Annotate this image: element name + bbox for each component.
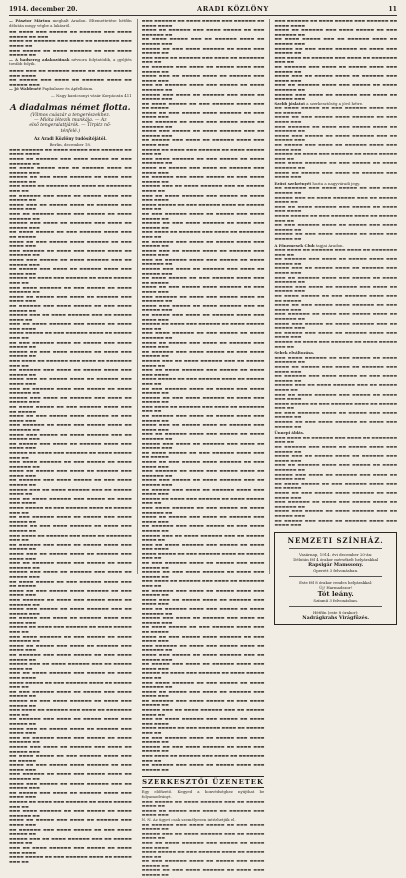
notice: Sebek elváltozása. ▬▬▬ ▬▬▬▬ ▬▬▬▬▬▬ ▬▬ ▬▬▬ ▬▬▬▬▬ ▬▬ ▬▬▬▬ ▬▬▬▬▬▬ ▬▬ ▬▬▬▬ ▬▬ ▬▬▬▬▬ ▬▬▬ ▬▬▬▬ ▬▬ ▬▬▬▬▬▬ ▬▬▬ ▬▬▬▬ ▬▬▬ ▬▬ ▬▬▬▬▬▬ ▬▬▬ ▬▬▬▬ ▬▬▬▬▬ ▬▬ ▬▬▬ ▬▬▬▬ ▬▬▬▬▬ ▬▬ ▬▬▬▬▬ ▬▬▬ ▬▬ ▬▬▬▬ ▬▬▬▬▬▬ ▬▬▬ ▬▬ ▬▬▬▬▬ ▬▬▬▬ ▬▬ ▬▬▬ ▬▬ ▬▬▬▬ ▬▬▬▬▬▬ ▬▬▬ ▬▬▬▬▬ ▬▬ ▬▬▬▬ ▬▬▬ ▬▬▬▬ ▬▬▬▬ ▬▬▬▬▬ ▬▬ ▬▬▬ ▬▬▬▬▬▬ ▬▬▬▬ ▬▬ ▬▬▬▬▬ ▬▬▬ ▬▬ ▬▬ ▬▬▬ ▬▬▬▬▬▬ ▬▬▬▬ ▬▬ ▬▬▬▬▬ ▬▬▬ ▬▬▬▬ ▬▬▬▬▬ ▬▬ ▬▬▬▬▬ ▬▬ ▬▬▬ ▬▬▬▬ ▬▬▬▬▬▬ ▬▬ ▬▬▬▬ ▬▬▬ ▬▬▬▬▬ ▬▬ [274,350,398,429]
notice-text: a szerkesztőség a jövő hétre. [306,100,364,106]
theatre-line: Este fél 8 órakor rendes helyárakkal: [299,579,373,585]
notice-title: — Jó Waldenéé [9,86,42,92]
article-subhead [9,113,132,135]
notice: Szebb jóslatot a szerkesztőség a jövő hétre. ▬▬ ▬▬▬▬ ▬▬▬▬▬ ▬▬ ▬▬▬ ▬▬▬▬▬▬ ▬▬▬▬ ▬▬▬ ▬▬ ▬▬▬▬▬ ▬▬▬▬ ▬▬ ▬▬▬ ▬▬▬▬▬ ▬▬▬▬ ▬▬▬▬▬▬ ▬▬ ▬▬▬ ▬▬▬▬ ▬▬▬ ▬▬▬ ▬▬▬▬▬▬ ▬▬ ▬▬▬▬ ▬▬▬ ▬▬▬▬▬ ▬▬▬▬ ▬▬ ▬▬▬▬▬▬ ▬▬ ▬▬▬▬ ▬▬▬ ▬▬▬▬▬ ▬▬ ▬▬▬▬ ▬▬▬▬▬▬ ▬▬▬ ▬▬ ▬▬▬▬▬ ▬▬▬ ▬▬ ▬▬▬▬▬ ▬▬▬ ▬▬▬▬ ▬▬ ▬▬▬▬▬▬ ▬▬▬▬ ▬▬▬ ▬▬▬▬ ▬▬▬ ▬▬▬▬▬ ▬▬ ▬▬▬▬ ▬▬▬ ▬▬▬▬▬▬ ▬▬ ▬▬▬▬ ▬▬▬▬▬ ▬▬▬ ▬▬ ▬▬▬ ▬▬▬▬ ▬▬▬▬▬▬ ▬▬ ▬▬▬ ▬▬▬▬▬ ▬▬ ▬▬▬▬ ▬▬▬▬▬▬ ▬▬ ▬▬▬▬ ▬▬ ▬▬▬▬▬ ▬▬▬ ▬▬▬▬ ▬▬ ▬▬▬▬▬▬ ▬▬▬ ▬▬▬▬ ▬▬▬ [274,100,398,180]
notice-text: tagjai Aradon. [315,242,344,248]
column-middle [137,18,265,878]
theatre-play: Tót leány. [317,589,354,598]
subhead-line: első tengeralattjárók. — Tirpitz nő- [29,123,112,129]
theatre-title: NEMZETI SZÍNHÁZ. [287,535,384,545]
theatre-line: Új! Harmadszor! [319,584,353,590]
notice [9,19,132,28]
column-left [9,18,132,864]
theatre-line: Operett 3 felvonásban. [313,567,359,573]
column-right [269,18,398,621]
notice-title: — A hadsereg adakozóinak [9,56,70,62]
subhead-line: (Vilmos császár a tengerészekhez. [30,112,111,118]
article-byline: Az Aradi Közlöny tudósítójától. [34,136,107,142]
page-header [9,5,397,16]
notice-text: Papbalaser és Apfelbäum. [42,86,94,92]
notice-title: Szebb jóslatot [274,100,306,106]
theatre-line: Délután fél 4 órakor mérsékelt helyárakkal [293,556,379,562]
theatre-line: Színmű 3 felvonásban. [313,597,358,603]
notice: Ünnepi áldás. ▬▬▬ ▬▬▬▬ ▬▬ ▬▬▬▬▬▬ ▬▬▬ ▬▬▬▬ ▬▬ ▬▬▬▬▬▬▬ ▬▬▬ ▬▬ ▬▬ ▬▬▬▬▬▬ ▬▬▬ ▬▬▬▬ ▬▬ ▬▬▬▬▬ ▬▬▬▬ ▬▬▬ ▬▬▬▬▬ ▬▬ ▬▬▬▬ ▬▬▬ ▬▬ ▬▬▬▬▬ ▬▬▬▬ ▬▬ ▬▬▬▬▬▬ ▬▬▬ ▬▬▬▬ ▬▬▬ ▬▬▬ ▬▬ ▬▬▬▬▬▬ ▬▬▬▬ ▬▬▬ ▬▬▬▬▬ ▬▬ ▬▬▬▬ ▬▬▬▬▬▬ ▬▬ ▬▬▬▬▬ ▬▬▬ ▬▬▬▬ ▬▬ ▬▬▬▬▬▬ ▬▬▬ ▬▬▬▬ ▬▬ ▬▬▬▬▬ ▬▬▬ ▬▬ ▬▬▬▬ ▬▬▬▬▬ ▬▬ ▬▬▬ ▬▬▬▬▬▬ ▬▬▬▬ ▬▬▬ ▬▬ ▬▬▬▬▬ ▬▬▬▬ ▬▬ ▬▬▬ ▬▬▬▬▬ ▬▬▬▬ ▬▬▬▬▬▬ ▬▬ ▬▬▬ ▬▬▬▬ ▬▬▬ ▬▬▬ ▬▬▬▬▬▬ ▬▬ ▬▬▬▬ ▬▬▬ ▬▬▬▬▬ ▬▬▬▬ ▬▬ ▬▬▬▬▬▬ ▬▬ ▬▬▬▬ ▬▬▬ ▬▬▬▬▬ ▬▬ ▬▬▬▬ ▬▬▬▬▬▬ ▬▬▬ ▬▬ ▬▬▬▬▬ ▬▬▬ ▬▬ ▬▬▬▬▬ ▬▬▬ ▬▬▬▬ ▬▬ ▬▬▬▬▬▬ ▬▬▬▬ ▬▬▬ ▬▬▬▬ ▬▬▬ [274,430,398,528]
subhead-line: ténfelé.) [60,128,81,134]
theatre-play: Rapsigár Mamssony. [308,561,364,568]
divider [289,576,382,577]
theatre-play: Nadrágkrahs Virágfűzés. [302,614,370,621]
editorial-note: N. N. Az ügyet csak személyesen intézhetjük el. [141,816,236,822]
notice-text: meghalt Aradon. Eltemettetése hétfőn délután megy végbe a lakásról. [9,18,132,28]
notice-title: Sebek elváltozása. [274,350,315,356]
masthead: ARADI KÖZLÖNY [197,5,269,13]
article-headline: A diadalmas német flotta. [10,101,131,112]
subhead-line: — Mióta létezik munkája. — Az [34,117,107,123]
theatre-line: Hétfőn (este 8 órakor): [313,609,359,615]
notice-text: hozta a nagyváradi jegy. [312,180,361,186]
article-body: ▬▬▬ ▬▬▬▬▬▬ ▬▬ ▬▬▬▬ ▬▬▬▬▬ ▬▬▬ ▬▬▬▬▬▬ ▬▬ ▬▬▬▬ ▬▬▬▬ ▬▬▬▬ ▬▬ ▬▬▬▬▬▬ ▬▬▬ ▬▬▬▬ ▬▬▬▬▬ ▬▬ ▬▬▬ ▬▬▬▬▬▬ ▬▬ ▬▬ ▬▬▬▬ ▬▬▬▬▬ ▬▬▬ ▬▬ ▬▬▬▬▬▬ ▬▬▬▬ ▬▬ ▬▬▬▬▬ ▬▬▬ ▬▬▬▬▬ ▬▬ ▬▬▬ ▬▬▬▬ ▬▬▬▬▬▬ ▬▬ ▬▬▬▬ ▬▬▬ ▬▬▬▬▬ ▬▬ ▬▬▬ ▬▬▬▬ ▬▬ ▬▬▬▬▬▬ ▬▬▬ ▬▬▬▬ ▬▬ ▬▬▬▬▬▬▬ ▬▬▬ ▬▬ ▬▬ ▬▬▬▬▬▬ ▬▬▬ ▬▬▬▬ ▬▬ ▬▬▬▬▬ ▬▬▬▬ ▬▬▬ ▬▬▬▬▬ ▬▬ ▬▬▬▬ ▬▬▬ ▬▬ ▬▬▬▬▬ ▬▬▬▬ ▬▬ ▬▬▬▬▬▬ ▬▬▬ ▬▬▬▬ ▬▬▬ ▬▬▬ ▬▬ ▬▬▬▬▬▬ ▬▬▬▬ ▬▬▬ ▬▬▬▬▬ ▬▬ ▬▬▬▬ ▬▬▬▬▬▬ ▬▬ ▬▬▬▬▬ ▬▬▬ ▬▬▬▬ ▬▬ ▬▬▬▬▬▬ ▬▬▬ ▬▬▬▬ ▬▬ ▬▬▬▬▬ ▬▬▬ ▬▬ ▬▬▬▬ ▬▬▬▬▬ ▬▬ ▬▬▬ ▬▬▬▬▬▬ ▬▬▬▬ ▬▬▬ ▬▬ ▬▬▬▬▬ ▬▬▬▬ ▬▬ ▬▬▬ ▬▬▬▬▬ ▬▬▬▬ ▬▬▬▬▬▬ ▬▬ ▬▬▬ ▬▬▬▬ ▬▬▬ ▬▬▬ ▬▬▬▬▬▬ ▬▬ ▬▬▬▬ ▬▬▬ ▬▬▬▬▬ ▬▬▬▬ ▬▬ ▬▬▬▬▬▬ ▬▬ ▬▬▬▬ ▬▬▬ ▬▬▬▬▬ ▬▬ ▬▬▬▬ ▬▬▬▬▬▬ ▬▬▬ ▬▬ ▬▬▬▬▬ ▬▬▬ ▬▬ ▬▬▬▬▬ ▬▬▬ ▬▬▬▬ ▬▬ ▬▬▬▬▬▬ ▬▬▬▬ ▬▬▬ ▬▬▬▬ ▬▬▬ ▬▬▬▬▬ ▬▬ ▬▬▬▬ ▬▬▬ ▬▬▬▬▬▬ ▬▬ ▬▬▬▬ ▬▬▬▬▬ ▬▬▬ ▬▬ ▬▬▬ ▬▬▬▬ ▬▬▬▬▬▬ ▬▬ ▬▬▬ ▬▬▬▬▬ ▬▬ ▬▬▬▬ ▬▬▬▬▬▬ ▬▬ ▬▬▬▬ ▬▬ ▬▬▬▬▬ ▬▬▬ ▬▬▬▬ ▬▬ ▬▬▬▬▬▬ ▬▬▬ ▬▬▬▬ ▬▬▬ ▬▬ ▬▬▬▬▬▬ ▬▬▬ ▬▬▬▬ ▬▬▬▬▬ ▬▬ ▬▬▬ ▬▬▬▬ ▬▬▬▬▬ ▬▬ ▬▬▬▬▬ ▬▬▬ ▬▬ ▬▬▬▬ ▬▬▬▬▬▬ ▬▬▬ ▬▬ ▬▬▬▬▬ ▬▬▬▬ ▬▬ ▬▬▬ ▬▬ ▬▬▬▬ ▬▬▬▬▬▬ ▬▬▬ ▬▬▬▬▬ ▬▬ ▬▬▬▬ ▬▬▬ ▬▬▬▬ ▬▬▬▬ ▬▬▬▬▬ ▬▬ ▬▬▬ ▬▬▬▬▬▬ ▬▬▬▬ ▬▬ ▬▬▬▬▬ ▬▬▬ ▬▬ ▬▬ ▬▬▬ ▬▬▬▬▬▬ ▬▬▬▬ ▬▬ ▬▬▬▬▬ ▬▬▬ ▬▬▬▬ ▬▬▬▬▬ ▬▬ ▬▬▬▬▬ ▬▬ ▬▬▬ ▬▬▬▬ ▬▬▬▬▬▬ ▬▬ ▬▬▬▬ ▬▬▬ ▬▬▬▬▬ ▬▬ ▬▬▬ ▬▬▬▬ ▬▬ ▬▬▬▬▬▬ ▬▬▬ ▬▬▬▬ ▬▬ ▬▬▬▬▬▬▬ ▬▬▬ ▬▬ ▬▬ ▬▬▬▬▬▬ ▬▬▬ ▬▬▬▬ ▬▬ ▬▬▬▬▬ ▬▬▬▬ ▬▬▬ ▬▬▬▬▬ ▬▬ ▬▬▬▬ ▬▬▬ ▬▬ ▬▬▬▬▬ ▬▬▬▬ ▬▬ ▬▬▬▬▬▬ ▬▬▬ ▬▬▬▬ ▬▬▬ ▬▬▬ ▬▬ ▬▬▬▬▬▬ ▬▬▬▬ ▬▬▬ ▬▬▬▬▬ ▬▬ ▬▬▬▬ ▬▬▬▬▬▬ ▬▬ ▬▬▬▬▬ ▬▬▬ ▬▬▬▬ ▬▬ ▬▬▬▬▬▬ ▬▬▬ ▬▬▬▬ ▬▬ ▬▬▬▬▬ ▬▬▬ ▬▬ ▬▬▬▬ ▬▬▬▬▬ ▬▬ ▬▬▬ ▬▬▬▬▬▬ ▬▬▬▬ ▬▬▬ ▬▬ ▬▬▬▬▬ ▬▬▬▬ ▬▬ ▬▬▬ ▬▬▬▬▬ ▬▬▬▬ ▬▬▬▬▬▬ ▬▬ ▬▬▬ ▬▬▬▬ ▬▬▬ ▬▬▬ ▬▬▬▬▬▬ ▬▬ ▬▬▬▬ ▬▬▬ ▬▬▬▬▬ ▬▬▬▬ ▬▬ ▬▬▬▬▬▬ ▬▬ ▬▬▬▬ ▬▬▬ ▬▬▬▬▬ ▬▬ ▬▬▬▬ ▬▬▬▬▬▬ ▬▬▬ ▬▬ ▬▬▬▬▬ ▬▬▬ ▬▬ ▬▬▬▬▬ ▬▬▬ ▬▬▬▬ ▬▬ ▬▬▬▬▬▬ ▬▬▬▬ ▬▬▬ ▬▬▬▬ ▬▬▬ ▬▬▬▬▬ ▬▬ ▬▬▬▬ ▬▬▬ ▬▬▬▬▬▬ ▬▬ ▬▬▬▬ ▬▬▬▬▬ ▬▬▬ ▬▬ ▬▬▬ ▬▬▬▬ ▬▬▬▬▬▬ ▬▬ ▬▬▬ ▬▬▬▬▬ ▬▬ ▬▬▬▬ ▬▬▬▬▬▬ ▬▬ ▬▬▬▬ ▬▬ ▬▬▬▬▬ ▬▬▬ ▬▬▬▬ ▬▬ ▬▬▬▬▬▬ ▬▬▬ ▬▬▬▬ ▬▬▬ ▬▬ ▬▬▬▬▬▬ ▬▬▬ ▬▬▬▬ ▬▬▬▬▬ ▬▬ ▬▬▬ ▬▬▬▬ ▬▬▬▬▬ ▬▬ ▬▬▬▬▬ ▬▬▬ ▬▬ ▬▬▬▬ ▬▬▬▬▬▬ ▬▬▬ ▬▬ ▬▬▬▬▬ ▬▬▬▬ ▬▬ ▬▬▬ ▬▬ ▬▬▬▬ ▬▬▬▬▬▬ ▬▬▬ ▬▬▬▬▬ ▬▬ ▬▬▬▬ ▬▬▬ ▬▬▬▬ ▬▬▬▬ ▬▬▬▬▬ ▬▬ ▬▬▬ ▬▬▬▬▬▬ ▬▬▬▬ ▬▬ ▬▬▬▬▬ ▬▬▬ ▬▬ ▬▬ ▬▬▬ ▬▬▬▬▬▬ ▬▬▬▬ ▬▬ ▬▬▬▬▬ ▬▬▬ ▬▬▬▬ ▬▬▬▬▬ ▬▬ ▬▬▬▬▬ ▬▬ ▬▬▬ ▬▬▬▬ ▬▬▬▬▬▬ ▬▬ ▬▬▬▬ ▬▬▬ ▬▬▬▬▬ ▬▬ ▬▬▬ ▬▬▬▬ ▬▬ ▬▬▬▬▬▬ ▬▬▬ ▬▬▬▬ ▬▬ ▬▬▬▬▬▬▬ ▬▬▬ ▬▬ ▬▬ ▬▬▬▬▬▬ ▬▬▬ ▬▬▬▬ ▬▬ ▬▬▬▬▬ ▬▬▬▬ ▬▬▬ ▬▬▬▬▬ ▬▬ ▬▬▬▬ ▬▬▬ ▬▬ ▬▬▬▬▬ ▬▬▬▬ ▬▬ ▬▬▬▬▬▬ ▬▬▬ ▬▬▬▬ ▬▬▬ ▬▬▬ ▬▬ ▬▬▬▬▬▬ ▬▬▬▬ ▬▬▬ ▬▬▬▬▬ ▬▬ ▬▬▬▬ ▬▬▬▬▬▬ ▬▬ ▬▬▬▬▬ ▬▬▬ ▬▬▬▬ ▬▬ ▬▬▬▬▬▬ ▬▬▬ ▬▬▬▬ ▬▬ ▬▬▬▬▬ ▬▬▬ ▬▬ ▬▬▬▬ ▬▬▬▬▬ ▬▬ ▬▬▬ ▬▬▬▬▬▬ ▬▬▬▬ ▬▬▬ ▬▬ ▬▬▬▬▬ ▬▬▬▬ ▬▬ ▬▬▬ ▬▬▬▬▬ ▬▬▬▬ ▬▬▬▬▬▬ ▬▬ ▬▬▬ ▬▬▬▬ ▬▬▬ ▬▬▬ ▬▬▬▬▬▬ ▬▬ ▬▬▬▬ ▬▬▬ ▬▬▬▬▬ ▬▬▬▬ ▬▬ ▬▬▬▬▬▬ ▬▬ ▬▬▬▬ ▬▬▬ ▬▬▬▬▬ ▬▬ ▬▬▬▬ ▬▬▬▬▬▬ ▬▬▬ ▬▬ ▬▬▬▬▬ ▬▬▬ ▬▬ ▬▬▬▬▬ ▬▬▬ ▬▬▬▬ ▬▬ ▬▬▬▬▬▬ ▬▬▬▬ ▬▬▬ ▬▬▬▬ ▬▬▬ ▬▬▬▬▬ ▬▬ ▬▬▬▬ ▬▬▬ ▬▬▬▬▬▬ ▬▬ ▬▬▬▬ ▬▬▬▬▬ ▬▬▬ ▬▬ ▬▬▬ ▬▬▬▬ ▬▬▬▬▬▬ ▬▬ ▬▬▬ ▬▬▬▬▬ ▬▬ ▬▬▬▬ ▬▬▬▬▬▬ ▬▬ ▬▬▬▬ ▬▬ ▬▬▬▬▬ ▬▬▬ ▬▬▬▬ ▬▬ ▬▬▬▬▬▬ ▬▬▬ ▬▬▬▬ ▬▬▬ ▬▬ ▬▬▬▬▬▬ ▬▬▬ ▬▬▬▬ ▬▬▬▬▬ ▬▬ ▬▬▬ ▬▬▬▬ ▬▬▬▬▬ ▬▬ ▬▬▬▬▬ ▬▬▬ ▬▬ ▬▬▬▬ ▬▬▬▬▬▬ ▬▬▬ ▬▬ ▬▬▬▬▬ ▬▬▬▬ ▬▬ ▬▬▬ ▬▬ ▬▬▬▬ ▬▬▬▬▬▬ ▬▬▬ ▬▬▬▬▬ ▬▬ ▬▬▬▬ ▬▬▬ ▬▬▬▬ ▬▬▬▬ ▬▬▬▬▬ ▬▬ ▬▬▬ ▬▬▬▬▬▬ ▬▬▬▬ ▬▬ ▬▬▬▬▬ ▬▬▬ ▬▬ ▬▬ ▬▬▬ ▬▬▬▬▬▬ ▬▬▬▬ ▬▬ ▬▬▬▬▬ ▬▬▬ ▬▬▬▬ ▬▬▬▬▬ ▬▬ ▬▬▬▬▬ ▬▬ ▬▬▬ ▬▬▬▬ ▬▬▬▬▬▬ ▬▬ ▬▬▬▬ ▬▬▬ ▬▬▬▬▬ ▬▬ ▬▬▬ ▬▬▬▬ ▬▬ ▬▬▬▬▬▬ ▬▬▬ ▬▬▬▬ ▬▬ ▬▬▬▬▬▬▬ ▬▬▬ ▬▬ ▬▬ ▬▬▬▬▬▬ ▬▬▬ ▬▬▬▬ ▬▬ ▬▬▬▬▬ ▬▬▬▬ ▬▬▬ ▬▬▬▬▬ ▬▬ ▬▬▬▬ ▬▬▬ ▬▬ ▬▬▬▬▬ ▬▬▬▬ ▬▬ ▬▬▬▬▬▬ ▬▬▬ ▬▬▬▬ ▬▬▬ ▬▬▬ ▬▬ ▬▬▬▬▬▬ ▬▬▬▬ ▬▬▬ ▬▬▬▬▬ ▬▬ ▬▬▬▬ ▬▬▬▬▬▬ ▬▬ ▬▬▬▬▬ ▬▬▬ ▬▬▬▬ ▬▬ ▬▬▬▬▬▬ ▬▬▬ ▬▬▬▬ ▬▬ ▬▬▬▬▬ ▬▬▬ ▬▬ ▬▬▬▬ ▬▬▬▬▬ ▬▬ ▬▬▬ ▬▬▬▬▬▬ ▬▬▬▬ ▬▬▬ ▬▬ ▬▬▬▬▬ ▬▬▬▬ ▬▬ ▬▬▬ ▬▬▬▬▬ ▬▬▬▬ ▬▬▬▬▬▬ ▬▬ ▬▬▬ ▬▬▬▬ ▬▬▬ ▬▬▬ ▬▬▬▬▬▬ ▬▬ ▬▬▬▬ ▬▬▬ ▬▬▬▬▬ ▬▬▬▬ ▬▬ ▬▬▬▬▬▬ ▬▬ ▬▬▬▬ ▬▬▬ ▬▬▬▬▬ ▬▬ ▬▬▬▬ ▬▬▬▬▬▬ ▬▬▬ ▬▬ ▬▬▬▬▬ ▬▬▬ ▬▬ ▬▬▬▬▬ ▬▬▬ ▬▬▬▬ ▬▬ ▬▬▬▬▬▬ ▬▬▬▬ ▬▬▬ ▬▬▬▬ ▬▬▬ ▬▬▬▬▬ ▬▬ ▬▬▬▬ ▬▬▬ ▬▬▬▬▬▬ ▬▬ ▬▬▬▬ ▬▬▬▬▬ ▬▬▬ ▬▬ ▬▬▬ ▬▬▬▬ ▬▬▬▬▬▬ ▬▬ ▬▬▬ ▬▬▬▬▬ ▬▬ ▬▬▬▬ ▬▬▬▬▬▬ ▬▬ ▬▬▬▬ ▬▬ ▬▬▬▬▬ ▬▬▬ ▬▬▬▬ ▬▬ ▬▬▬▬▬▬ ▬▬▬ ▬▬▬▬ ▬▬▬ ▬▬ ▬▬▬▬▬▬ ▬▬▬ ▬▬▬▬ ▬▬▬▬▬ ▬▬ ▬▬▬ ▬▬▬▬ ▬▬▬▬▬ ▬▬ ▬▬▬▬▬ ▬▬▬ ▬▬ ▬▬▬▬ ▬▬▬▬▬▬ ▬▬▬ ▬▬ ▬▬▬▬▬ ▬▬▬▬ ▬▬ ▬▬▬ ▬▬ ▬▬▬▬ ▬▬▬▬▬▬ ▬▬▬ ▬▬▬▬▬ ▬▬ ▬▬▬▬ ▬▬▬ ▬▬▬▬ ▬▬▬▬ ▬▬▬▬▬ ▬▬ ▬▬▬ ▬▬▬▬▬▬ ▬▬▬▬ ▬▬ ▬▬▬▬▬ ▬▬▬ ▬▬ [9,146,132,864]
notice-title: Ünnepi áldás. [274,430,305,436]
notice: A Főnemesek Club tagjai Aradon. ▬▬▬ ▬▬▬▬ ▬▬ ▬▬▬▬▬▬ ▬▬▬ ▬▬▬▬ ▬▬ ▬▬▬▬▬▬▬ ▬▬▬ ▬▬ ▬▬ ▬▬▬▬▬▬ ▬▬▬ ▬▬▬▬ ▬▬ ▬▬▬▬▬ ▬▬▬▬ ▬▬▬ ▬▬▬▬▬ ▬▬ ▬▬▬▬ ▬▬▬ ▬▬ ▬▬▬▬▬ ▬▬▬▬ ▬▬ ▬▬▬▬▬▬ ▬▬▬ ▬▬▬▬ ▬▬▬ ▬▬▬ ▬▬ ▬▬▬▬▬▬ ▬▬▬▬ ▬▬▬ ▬▬▬▬▬ ▬▬ ▬▬▬▬ ▬▬▬▬▬▬ ▬▬ ▬▬▬▬▬ ▬▬▬ ▬▬▬▬ ▬▬ ▬▬▬▬▬▬ ▬▬▬ ▬▬▬▬ ▬▬ ▬▬▬▬▬ ▬▬▬ ▬▬ ▬▬▬▬ ▬▬▬▬▬ ▬▬ ▬▬▬ ▬▬▬▬▬▬ ▬▬▬▬ ▬▬▬ ▬▬ ▬▬▬▬▬ ▬▬▬▬ ▬▬ ▬▬▬ ▬▬▬▬▬ ▬▬▬▬ ▬▬▬▬▬▬ ▬▬ ▬▬▬ ▬▬▬▬ ▬▬▬ ▬▬▬ ▬▬▬▬▬▬ ▬▬ ▬▬▬▬ ▬▬▬ ▬▬▬▬▬ ▬▬▬▬ ▬▬ ▬▬▬▬▬▬ ▬▬ ▬▬▬▬ ▬▬▬ ▬▬▬▬▬ ▬▬ ▬▬▬▬ ▬▬▬▬▬▬ ▬▬▬ ▬▬ ▬▬▬▬▬ ▬▬▬ ▬▬ ▬▬▬▬▬ ▬▬▬ ▬▬▬▬ ▬▬ ▬▬▬▬▬▬ ▬▬▬▬ ▬▬▬ ▬▬▬▬ ▬▬▬ ▬▬▬▬▬ ▬▬ ▬▬▬▬ ▬▬▬ ▬▬▬▬▬▬ ▬▬ ▬▬▬▬ ▬▬▬▬▬ ▬▬▬ ▬▬ [274,242,398,349]
text-block: ▬▬▬▬ ▬▬▬ ▬▬ ▬▬▬▬▬▬ ▬▬▬▬ ▬▬ ▬▬▬▬ ▬▬▬▬▬ ▬▬▬ ▬▬▬▬ ▬▬ ▬▬▬▬▬ ▬▬▬ ▬▬▬▬ ▬▬ ▬▬▬▬▬▬ ▬▬▬▬ ▬▬ ▬▬▬▬▬ ▬▬▬ [9,67,132,87]
notice-text: névsora folytatódik, a gyűjtés tovább folyik. [9,56,132,67]
issue-date: 1914. december 20. [9,6,78,13]
notice-title: Ezüst szekrényét [274,180,312,186]
divider [289,606,382,607]
editorial-note: Egy előfizető. Kegyed a honvédséghez nyújthat be folyamodványt. [141,789,265,799]
columns [9,18,398,878]
article-body: ▬▬▬ ▬▬▬▬▬▬ ▬▬ ▬▬▬▬ ▬▬▬▬▬ ▬▬▬ ▬▬▬▬▬▬ ▬▬ ▬▬▬▬ ▬▬▬▬ ▬▬▬▬ ▬▬ ▬▬▬▬▬▬ ▬▬▬ ▬▬▬▬ ▬▬▬▬▬ ▬▬ ▬▬▬ ▬▬▬▬▬▬ ▬▬ ▬▬ ▬▬▬▬ ▬▬▬▬▬ ▬▬▬ ▬▬ ▬▬▬▬▬▬ ▬▬▬▬ ▬▬ ▬▬▬▬▬ ▬▬▬ ▬▬▬▬▬ ▬▬ ▬▬▬ ▬▬▬▬ ▬▬▬▬▬▬ ▬▬ ▬▬▬▬ ▬▬▬ ▬▬▬▬▬ ▬▬ ▬▬▬ ▬▬▬▬ ▬▬ ▬▬▬▬▬▬ ▬▬▬ ▬▬▬▬ ▬▬ ▬▬▬▬▬▬▬ ▬▬▬ ▬▬ ▬▬ ▬▬▬▬▬▬ ▬▬▬ ▬▬▬▬ ▬▬ ▬▬▬▬▬ ▬▬▬▬ ▬▬▬ ▬▬▬▬▬ ▬▬ ▬▬▬▬ ▬▬▬ ▬▬ ▬▬▬▬▬ ▬▬▬▬ ▬▬ ▬▬▬▬▬▬ ▬▬▬ ▬▬▬▬ ▬▬▬ ▬▬▬ ▬▬ ▬▬▬▬▬▬ ▬▬▬▬ ▬▬▬ ▬▬▬▬▬ ▬▬ ▬▬▬▬ ▬▬▬▬▬▬ ▬▬ ▬▬▬▬▬ ▬▬▬ ▬▬▬▬ ▬▬ ▬▬▬▬▬▬ ▬▬▬ ▬▬▬▬ ▬▬ ▬▬▬▬▬ ▬▬▬ ▬▬ ▬▬▬▬ ▬▬▬▬▬ ▬▬ ▬▬▬ ▬▬▬▬▬▬ ▬▬▬▬ ▬▬▬ ▬▬ ▬▬▬▬▬ ▬▬▬▬ ▬▬ ▬▬▬ ▬▬▬▬▬ ▬▬▬▬ ▬▬▬▬▬▬ ▬▬ ▬▬▬ ▬▬▬▬ ▬▬▬ ▬▬▬ ▬▬▬▬▬▬ ▬▬ ▬▬▬▬ ▬▬▬ ▬▬▬▬▬ ▬▬▬▬ ▬▬ ▬▬▬▬▬▬ ▬▬ ▬▬▬▬ ▬▬▬ ▬▬▬▬▬ ▬▬ ▬▬▬▬ ▬▬▬▬▬▬ ▬▬▬ ▬▬ ▬▬▬▬▬ ▬▬▬ ▬▬ ▬▬▬▬▬ ▬▬▬ ▬▬▬▬ ▬▬ ▬▬▬▬▬▬ ▬▬▬▬ ▬▬▬ ▬▬▬▬ ▬▬▬ ▬▬▬▬▬ ▬▬ ▬▬▬▬ ▬▬▬ ▬▬▬▬▬▬ ▬▬ ▬▬▬▬ ▬▬▬▬▬ ▬▬▬ ▬▬ ▬▬▬ ▬▬▬▬ ▬▬▬▬▬▬ ▬▬ ▬▬▬ ▬▬▬▬▬ ▬▬ ▬▬▬▬ ▬▬▬▬▬▬ ▬▬ ▬▬▬▬ ▬▬ ▬▬▬▬▬ ▬▬▬ ▬▬▬▬ ▬▬ ▬▬▬▬▬▬ ▬▬▬ ▬▬▬▬ ▬▬▬ ▬▬ ▬▬▬▬▬▬ ▬▬▬ ▬▬▬▬ ▬▬▬▬▬ ▬▬ ▬▬▬ ▬▬▬▬ ▬▬▬▬▬ ▬▬ ▬▬▬▬▬ ▬▬▬ ▬▬ ▬▬▬▬ ▬▬▬▬▬▬ ▬▬▬ ▬▬ ▬▬▬▬▬ ▬▬▬▬ ▬▬ ▬▬▬ ▬▬ ▬▬▬▬ ▬▬▬▬▬▬ ▬▬▬ ▬▬▬▬▬ ▬▬ ▬▬▬▬ ▬▬▬ ▬▬▬▬ ▬▬▬▬ ▬▬▬▬▬ ▬▬ ▬▬▬ ▬▬▬▬▬▬ ▬▬▬▬ ▬▬ ▬▬▬▬▬ ▬▬▬ ▬▬ ▬▬ ▬▬▬ ▬▬▬▬▬▬ ▬▬▬▬ ▬▬ ▬▬▬▬▬ ▬▬▬ ▬▬▬▬ ▬▬▬▬▬ ▬▬ ▬▬▬▬▬ ▬▬ ▬▬▬ ▬▬▬▬ ▬▬▬▬▬▬ ▬▬ ▬▬▬▬ ▬▬▬ ▬▬▬▬▬ ▬▬ ▬▬▬ ▬▬▬▬ ▬▬ ▬▬▬▬▬▬ ▬▬▬ ▬▬▬▬ ▬▬ ▬▬▬▬▬▬▬ ▬▬▬ ▬▬ ▬▬ ▬▬▬▬▬▬ ▬▬▬ ▬▬▬▬ ▬▬ ▬▬▬▬▬ ▬▬▬▬ ▬▬▬ ▬▬▬▬▬ ▬▬ ▬▬▬▬ ▬▬▬ ▬▬ ▬▬▬▬▬ ▬▬▬▬ ▬▬ ▬▬▬▬▬▬ ▬▬▬ ▬▬▬▬ ▬▬▬ ▬▬▬ ▬▬ ▬▬▬▬▬▬ ▬▬▬▬ ▬▬▬ ▬▬▬▬▬ ▬▬ ▬▬▬▬ ▬▬▬▬▬▬ ▬▬ ▬▬▬▬▬ ▬▬▬ ▬▬▬▬ ▬▬ ▬▬▬▬▬▬ ▬▬▬ ▬▬▬▬ ▬▬ ▬▬▬▬▬ ▬▬▬ ▬▬ ▬▬▬▬ ▬▬▬▬▬ ▬▬ ▬▬▬ ▬▬▬▬▬▬ ▬▬▬▬ ▬▬▬ ▬▬ ▬▬▬▬▬ ▬▬▬▬ ▬▬ ▬▬▬ ▬▬▬▬▬ ▬▬▬▬ ▬▬▬▬▬▬ ▬▬ ▬▬▬ ▬▬▬▬ ▬▬▬ ▬▬▬ ▬▬▬▬▬▬ ▬▬ ▬▬▬▬ ▬▬▬ ▬▬▬▬▬ ▬▬▬▬ ▬▬ ▬▬▬▬▬▬ ▬▬ ▬▬▬▬ ▬▬▬ ▬▬▬▬▬ ▬▬ ▬▬▬▬ ▬▬▬▬▬▬ ▬▬▬ ▬▬ ▬▬▬▬▬ ▬▬▬ ▬▬ ▬▬▬▬▬ ▬▬▬ ▬▬▬▬ ▬▬ ▬▬▬▬▬▬ ▬▬▬▬ ▬▬▬ ▬▬▬▬ ▬▬▬ ▬▬▬▬▬ ▬▬ ▬▬▬▬ ▬▬▬ ▬▬▬▬▬▬ ▬▬ ▬▬▬▬ ▬▬▬▬▬ ▬▬▬ ▬▬ ▬▬▬ ▬▬▬▬ ▬▬▬▬▬▬ ▬▬ ▬▬▬ ▬▬▬▬▬ ▬▬ ▬▬▬▬ ▬▬▬▬▬▬ ▬▬ ▬▬▬▬ ▬▬ ▬▬▬▬▬ ▬▬▬ ▬▬▬▬ ▬▬ ▬▬▬▬▬▬ ▬▬▬ ▬▬▬▬ ▬▬▬ ▬▬ ▬▬▬▬▬▬ ▬▬▬ ▬▬▬▬ ▬▬▬▬▬ ▬▬ ▬▬▬ ▬▬▬▬ ▬▬▬▬▬ ▬▬ ▬▬▬▬▬ ▬▬▬ ▬▬ ▬▬▬▬ ▬▬▬▬▬▬ ▬▬▬ ▬▬ ▬▬▬▬▬ ▬▬▬▬ ▬▬ ▬▬▬ ▬▬ ▬▬▬▬ ▬▬▬▬▬▬ ▬▬▬ ▬▬▬▬▬ ▬▬ ▬▬▬▬ ▬▬▬ ▬▬▬▬ ▬▬▬▬ ▬▬▬▬▬ ▬▬ ▬▬▬ ▬▬▬▬▬▬ ▬▬▬▬ ▬▬ ▬▬▬▬▬ ▬▬▬ ▬▬ ▬▬ ▬▬▬ ▬▬▬▬▬▬ ▬▬▬▬ ▬▬ ▬▬▬▬▬ ▬▬▬ ▬▬▬▬ ▬▬▬▬▬ ▬▬ ▬▬▬▬▬ ▬▬ ▬▬▬ ▬▬▬▬ ▬▬▬▬▬▬ ▬▬ ▬▬▬▬ ▬▬▬ ▬▬▬▬▬ ▬▬ ▬▬▬ ▬▬▬▬ ▬▬ ▬▬▬▬▬▬ ▬▬▬ ▬▬▬▬ ▬▬ ▬▬▬▬▬▬▬ ▬▬▬ ▬▬ ▬▬ ▬▬▬▬▬▬ ▬▬▬ ▬▬▬▬ ▬▬ ▬▬▬▬▬ ▬▬▬▬ ▬▬▬ ▬▬▬▬▬ ▬▬ ▬▬▬▬ ▬▬▬ ▬▬ ▬▬▬▬▬ ▬▬▬▬ ▬▬ ▬▬▬▬▬▬ ▬▬▬ ▬▬▬▬ ▬▬▬ ▬▬▬ ▬▬ ▬▬▬▬▬▬ ▬▬▬▬ ▬▬▬ ▬▬▬▬▬ ▬▬ ▬▬▬▬ ▬▬▬▬▬▬ ▬▬ ▬▬▬▬▬ ▬▬▬ ▬▬▬▬ ▬▬ ▬▬▬▬▬▬ ▬▬▬ ▬▬▬▬ ▬▬ ▬▬▬▬▬ ▬▬▬ ▬▬ ▬▬▬▬ ▬▬▬▬▬ ▬▬ ▬▬▬ ▬▬▬▬▬▬ ▬▬▬▬ ▬▬▬ ▬▬ ▬▬▬▬▬ ▬▬▬▬ ▬▬ ▬▬▬ ▬▬▬▬▬ ▬▬▬▬ ▬▬▬▬▬▬ ▬▬ ▬▬▬ ▬▬▬▬ ▬▬▬ ▬▬▬ ▬▬▬▬▬▬ ▬▬ ▬▬▬▬ ▬▬▬ ▬▬▬▬▬ ▬▬▬▬ ▬▬ ▬▬▬▬▬▬ ▬▬ ▬▬▬▬ ▬▬▬ ▬▬▬▬▬ ▬▬ ▬▬▬▬ ▬▬▬▬▬▬ ▬▬▬ ▬▬ ▬▬▬▬▬ ▬▬▬ ▬▬ ▬▬▬▬▬ ▬▬▬ ▬▬▬▬ ▬▬ ▬▬▬▬▬▬ ▬▬▬▬ ▬▬▬ ▬▬▬▬ ▬▬▬ ▬▬▬▬▬ ▬▬ ▬▬▬▬ ▬▬▬ ▬▬▬▬▬▬ ▬▬ ▬▬▬▬ ▬▬▬▬▬ ▬▬▬ ▬▬ ▬▬▬ ▬▬▬▬ ▬▬▬▬▬▬ ▬▬ ▬▬▬ ▬▬▬▬▬ ▬▬ ▬▬▬▬ ▬▬▬▬▬▬ ▬▬ ▬▬▬▬ ▬▬ ▬▬▬▬▬ ▬▬▬ ▬▬▬▬ ▬▬ ▬▬▬▬▬▬ ▬▬▬ ▬▬▬▬ ▬▬▬ ▬▬ ▬▬▬▬▬▬ ▬▬▬ ▬▬▬▬ ▬▬▬▬▬ ▬▬ ▬▬▬ ▬▬▬▬ ▬▬▬▬▬ ▬▬ ▬▬▬▬▬ ▬▬▬ ▬▬ ▬▬▬▬ ▬▬▬▬▬▬ ▬▬▬ ▬▬ ▬▬▬▬▬ ▬▬▬▬ ▬▬ ▬▬▬ ▬▬ ▬▬▬▬ ▬▬▬▬▬▬ ▬▬▬ ▬▬▬▬▬ ▬▬ ▬▬▬▬ ▬▬▬ ▬▬▬▬ ▬▬▬▬ ▬▬▬▬▬ ▬▬ ▬▬▬ ▬▬▬▬▬▬ ▬▬▬▬ ▬▬ ▬▬▬▬▬ ▬▬▬ ▬▬ ▬▬ ▬▬▬ ▬▬▬▬▬▬ ▬▬▬▬ ▬▬ ▬▬▬▬▬ ▬▬▬ ▬▬▬▬ ▬▬▬▬▬ ▬▬ ▬▬▬▬▬ ▬▬ ▬▬▬ ▬▬▬▬ ▬▬▬▬▬▬ ▬▬ ▬▬▬▬ ▬▬▬ ▬▬▬▬▬ ▬▬ ▬▬▬ ▬▬▬▬ ▬▬ ▬▬▬▬▬▬ ▬▬▬ ▬▬▬▬ ▬▬ ▬▬▬▬▬▬▬ ▬▬▬ ▬▬ ▬▬ ▬▬▬▬▬▬ ▬▬▬ ▬▬▬▬ ▬▬ ▬▬▬▬▬ ▬▬▬▬ ▬▬▬ ▬▬▬▬▬ ▬▬ ▬▬▬▬ ▬▬▬ ▬▬ ▬▬▬▬▬ ▬▬▬▬ ▬▬ ▬▬▬▬▬▬ ▬▬▬ ▬▬▬▬ ▬▬▬ ▬▬▬ ▬▬ ▬▬▬▬▬▬ ▬▬▬▬ ▬▬▬ ▬▬▬▬▬ ▬▬ ▬▬▬▬ ▬▬▬▬▬▬ ▬▬ ▬▬▬▬▬ ▬▬▬ ▬▬▬▬ ▬▬ ▬▬▬▬▬▬ ▬▬▬ ▬▬▬▬ ▬▬ ▬▬▬▬▬ ▬▬▬ ▬▬ ▬▬▬▬ ▬▬▬▬▬ ▬▬ ▬▬▬ ▬▬▬▬▬▬ ▬▬▬▬ ▬▬▬ ▬▬ ▬▬▬▬▬ ▬▬▬▬ ▬▬ ▬▬▬ ▬▬▬▬▬ ▬▬▬▬ ▬▬▬▬▬▬ ▬▬ ▬▬▬ ▬▬▬▬ ▬▬▬ ▬▬▬ ▬▬▬▬▬▬ ▬▬ ▬▬▬▬ ▬▬▬ ▬▬▬▬▬ ▬▬▬▬ ▬▬ ▬▬▬▬▬▬ ▬▬ ▬▬▬▬ ▬▬▬ ▬▬▬▬▬ ▬▬ ▬▬▬▬ ▬▬▬▬▬▬ ▬▬▬ ▬▬ ▬▬▬▬▬ ▬▬▬ ▬▬ ▬▬▬▬▬ ▬▬▬ ▬▬▬▬ ▬▬ ▬▬▬▬▬▬ ▬▬▬▬ ▬▬▬ ▬▬▬▬ ▬▬▬ ▬▬▬▬▬ ▬▬ ▬▬▬▬ ▬▬▬ ▬▬▬▬▬▬ ▬▬ ▬▬▬▬ ▬▬▬▬▬ ▬▬▬ ▬▬ ▬▬▬ ▬▬▬▬ ▬▬▬▬▬▬ ▬▬ ▬▬▬ ▬▬▬▬▬ ▬▬ ▬▬▬▬ ▬▬▬▬▬▬ ▬▬ ▬▬▬▬ ▬▬ ▬▬▬▬▬ ▬▬▬ ▬▬▬▬ ▬▬ ▬▬▬▬▬▬ ▬▬▬ ▬▬▬▬ ▬▬▬ ▬▬ ▬▬▬▬▬▬ ▬▬▬ ▬▬▬▬ ▬▬▬▬▬ ▬▬ ▬▬▬ ▬▬▬▬ ▬▬▬▬▬ ▬▬ ▬▬▬▬▬ ▬▬▬ ▬▬ ▬▬▬▬ ▬▬▬▬▬▬ ▬▬▬ ▬▬ ▬▬▬▬▬ ▬▬▬▬ ▬▬ ▬▬▬ ▬▬ ▬▬▬▬ ▬▬▬▬▬▬ ▬▬▬ ▬▬▬▬▬ ▬▬ ▬▬▬▬ ▬▬▬ ▬▬▬▬ ▬▬▬▬ ▬▬▬▬▬ ▬▬ ▬▬▬ ▬▬▬▬▬▬ ▬▬▬▬ ▬▬ ▬▬▬▬▬ ▬▬▬ ▬▬ ▬▬ ▬▬▬ ▬▬▬▬▬▬ ▬▬▬▬ ▬▬ ▬▬▬▬▬ ▬▬▬ ▬▬▬▬ ▬▬▬▬▬ ▬▬ ▬▬▬▬▬ ▬▬ ▬▬▬ ▬▬▬▬ ▬▬▬▬▬▬ ▬▬ ▬▬▬▬ ▬▬▬ ▬▬▬▬▬ ▬▬ ▬▬▬ ▬▬▬▬ ▬▬ ▬▬▬▬▬▬ ▬▬▬ ▬▬▬▬ ▬▬ ▬▬▬▬▬▬▬ ▬▬▬ ▬▬ ▬▬ ▬▬▬▬▬▬ ▬▬▬ ▬▬▬▬ ▬▬ ▬▬▬▬▬ ▬▬▬▬ ▬▬▬ ▬▬▬▬▬ ▬▬ [141,18,265,772]
page-number: 11 [388,6,397,13]
notice: Ezüst szekrényét hozta a nagyváradi jegy. ▬▬ ▬▬▬▬▬▬ ▬▬▬ ▬▬▬▬ ▬▬▬▬▬ ▬▬ ▬▬▬ ▬▬▬▬ ▬▬▬▬▬ ▬▬ ▬▬▬▬▬ ▬▬▬ ▬▬ ▬▬▬▬ ▬▬▬▬▬▬ ▬▬▬ ▬▬ ▬▬▬▬▬ ▬▬▬▬ ▬▬ ▬▬▬ ▬▬ ▬▬▬▬ ▬▬▬▬▬▬ ▬▬▬ ▬▬▬▬▬ ▬▬ ▬▬▬▬ ▬▬▬ ▬▬▬▬ ▬▬▬▬ ▬▬▬▬▬ ▬▬ ▬▬▬ ▬▬▬▬▬▬ ▬▬▬▬ ▬▬ ▬▬▬▬▬ ▬▬▬ ▬▬ ▬▬ ▬▬▬ ▬▬▬▬▬▬ ▬▬▬▬ ▬▬ ▬▬▬▬▬ ▬▬▬ ▬▬▬▬ ▬▬▬▬▬ ▬▬ ▬▬▬▬▬ ▬▬ ▬▬▬ ▬▬▬▬ ▬▬▬▬▬▬ ▬▬ ▬▬▬▬ ▬▬▬ ▬▬▬▬▬ ▬▬ [274,180,398,241]
editorial-notes-heading: SZERKESZTŐI ÜZENETEK [142,778,264,787]
text-block: ▬▬ ▬▬▬▬ ▬▬▬ ▬▬▬▬▬ ▬▬ ▬▬▬▬▬▬ ▬▬▬ ▬▬▬▬ ▬▬▬▬▬ ▬▬ ▬▬▬ ▬▬▬▬ ▬▬ ▬▬▬▬▬▬ ▬▬▬ ▬▬▬▬ ▬▬ ▬▬▬▬▬▬▬ ▬▬▬ ▬▬▬▬ ▬▬ ▬▬▬ ▬▬▬▬▬ ▬▬ ▬▬▬▬ ▬▬▬▬▬▬ ▬▬ ▬▬▬ ▬▬▬▬ ▬▬▬▬▬ ▬▬ [9,29,132,58]
theatre-line: Vasárnap, 1914. évi december 20-án: [299,551,373,557]
notice [9,87,132,92]
notice [9,58,132,67]
divider [289,548,382,549]
article-body: ▬▬▬ ▬▬▬▬▬▬ ▬▬ ▬▬▬▬ ▬▬▬▬▬ ▬▬▬ ▬▬▬▬▬▬ ▬▬ ▬▬▬▬ ▬▬▬▬ ▬▬▬▬ ▬▬ ▬▬▬▬▬▬ ▬▬▬ ▬▬▬▬ ▬▬▬▬▬ ▬▬ ▬▬▬ ▬▬▬▬▬▬ ▬▬ ▬▬ ▬▬▬▬ ▬▬▬▬▬ ▬▬▬ ▬▬ ▬▬▬▬▬▬ ▬▬▬▬ ▬▬ ▬▬▬▬▬ ▬▬▬ ▬▬▬▬▬ ▬▬ ▬▬▬ ▬▬▬▬ ▬▬▬▬▬▬ ▬▬ ▬▬▬▬ ▬▬▬ ▬▬▬▬▬ ▬▬ ▬▬▬ ▬▬▬▬ ▬▬ ▬▬▬▬▬▬ ▬▬▬ ▬▬▬▬ ▬▬ ▬▬▬▬▬▬▬ ▬▬▬ ▬▬ ▬▬ ▬▬▬▬▬▬ ▬▬▬ ▬▬▬▬ ▬▬ ▬▬▬▬▬ ▬▬▬▬ ▬▬▬ ▬▬▬▬▬ ▬▬ ▬▬▬▬ ▬▬▬ ▬▬ ▬▬▬▬▬ ▬▬▬▬ ▬▬ ▬▬▬▬▬▬ ▬▬▬ ▬▬▬▬ ▬▬▬ ▬▬▬ ▬▬ ▬▬▬▬▬▬ ▬▬▬▬ ▬▬▬ ▬▬▬▬▬ ▬▬ ▬▬▬▬ ▬▬▬▬▬▬ ▬▬ ▬▬▬▬▬ ▬▬▬ ▬▬▬▬ ▬▬ ▬▬▬▬▬▬ ▬▬▬ ▬▬▬▬ ▬▬ ▬▬▬▬▬ ▬▬▬ [274,18,398,102]
notice-title: A Főnemesek Club [274,242,315,248]
article-dateline: Berlin, december 18. [49,142,92,148]
editorial-notes: Egy előfizető. Kegyed a honvédséghez nyújthat be folyamodványt. ▬▬▬ ▬▬▬▬▬ ▬▬ ▬▬▬▬ ▬▬▬▬▬▬ ▬▬▬ ▬▬ ▬▬▬▬▬ ▬▬▬▬ ▬▬ ▬▬▬▬ ▬▬ ▬▬▬▬▬ ▬▬▬ ▬▬▬▬ ▬▬ ▬▬▬▬▬▬ ▬▬▬ ▬▬▬▬ ▬▬▬ N. N. Az ügyet csak személyesen intézhetjük el. ▬▬ ▬▬▬▬▬▬ ▬▬▬ ▬▬▬▬ ▬▬▬▬▬ ▬▬ ▬▬▬ ▬▬▬▬ ▬▬▬▬▬ ▬▬ ▬▬▬▬▬ ▬▬▬ ▬▬ ▬▬▬▬ ▬▬▬▬▬▬ ▬▬▬ ▬▬ ▬▬▬▬▬ ▬▬▬▬ ▬▬ ▬▬▬ ▬▬ ▬▬▬▬ ▬▬▬▬▬▬ ▬▬▬ ▬▬▬▬▬ ▬▬ ▬▬▬▬ ▬▬▬ ▬▬▬▬ ▬▬▬▬ ▬▬▬▬▬ ▬▬ ▬▬▬ ▬▬▬▬▬▬ ▬▬▬▬ ▬▬ ▬▬▬▬▬ ▬▬▬ ▬▬ ▬▬ ▬▬▬ ▬▬▬▬▬▬ ▬▬▬▬ ▬▬ ▬▬▬▬▬ ▬▬▬ ▬▬▬▬ ▬▬▬▬▬ ▬▬ ▬▬▬▬▬ ▬▬ ▬▬▬ ▬▬▬▬ ▬▬▬▬▬▬ ▬▬ ▬▬▬▬ ▬▬▬ ▬▬▬▬▬ ▬▬ [141,789,265,878]
theatre-advert [274,532,397,625]
notice-title: — Pásztor Márton [9,18,51,23]
advert-line: — Nagy karácsonyi vásár Korpáczán 411 [50,92,132,98]
